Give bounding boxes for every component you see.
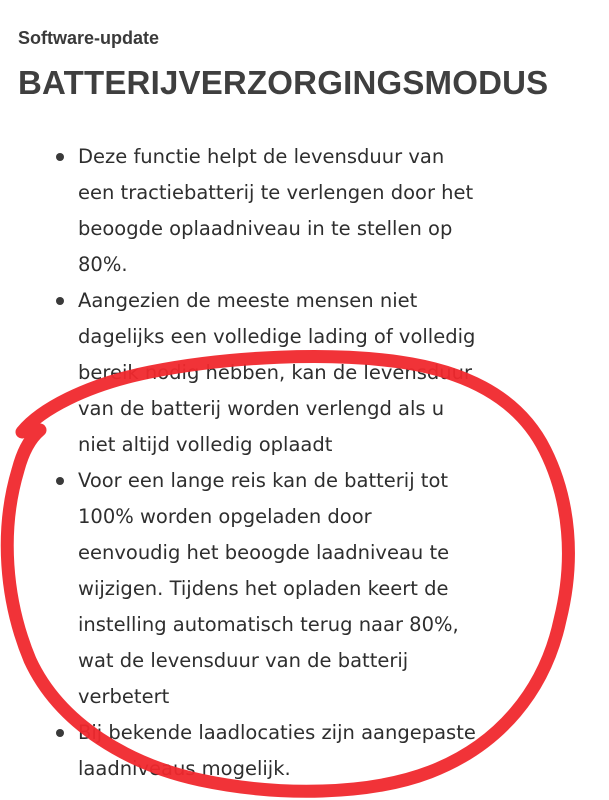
bullet-dot-icon: [56, 477, 64, 485]
bullet-dot-icon: [56, 297, 64, 305]
list-item: [56, 139, 476, 283]
bullet-dot-icon: [56, 153, 64, 161]
list-item-text: Bij bekende laadlocaties zijn aangepaste laadniveaus mogelijk.: [78, 721, 476, 780]
list-item: [56, 463, 476, 715]
list-item-text: Aangezien de meeste mensen niet dagelijks een volledige lading of volledig bereik nodig hebben, kan de levensduur van de batterij worden verlengd als u niet altijd volledig oplaadt: [78, 289, 476, 456]
list-item-text: Voor een lange reis kan de batterij tot 100% worden opgeladen door eenvoudig het beoogde laadniveau te wijzigen. Tijdens het opladen keert de instelling automatisch terug naar 80%, wat de levensduur van de batterij verbetert: [78, 469, 459, 708]
page-title: BATTERIJVERZORGINGSMODUS: [18, 64, 549, 101]
section-label: Software-update: [18, 28, 160, 48]
bullet-list: [56, 139, 476, 787]
list-item: [56, 715, 476, 787]
list-item: [56, 283, 476, 463]
bullet-dot-icon: [56, 729, 64, 737]
list-item-text: Deze functie helpt de levensduur van een tractiebatterij te verlengen door het beoogde oplaadniveau in te stellen op 80%.: [78, 145, 474, 276]
